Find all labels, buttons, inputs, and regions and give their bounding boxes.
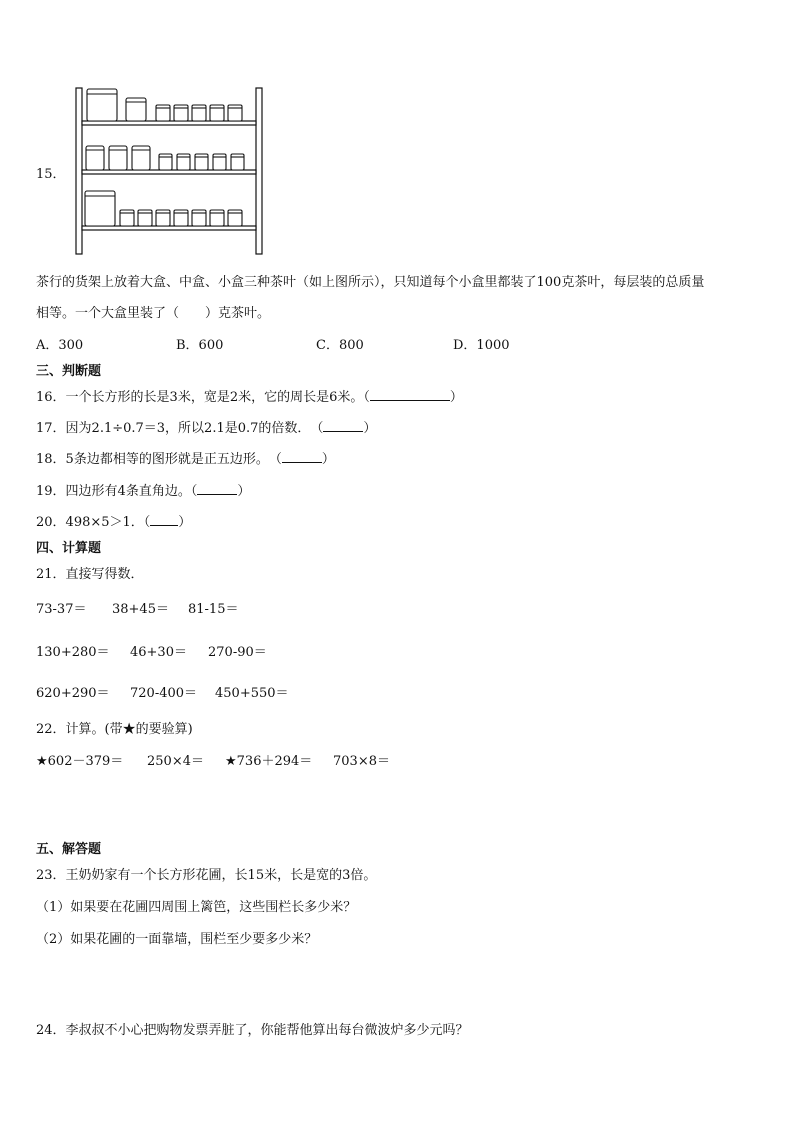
calc-item: 130+280＝ bbox=[36, 645, 110, 660]
answer-blank-20[interactable] bbox=[150, 513, 178, 526]
question-24-title: 24．李叔叔不小心把购物发票弄脏了，你能帮他算出每台微波炉多少元吗？ bbox=[36, 1023, 469, 1038]
calc-item: 720-400＝ bbox=[130, 686, 198, 701]
calc-item: 73-37＝ bbox=[36, 602, 87, 617]
question-20 bbox=[36, 511, 191, 530]
question-18 bbox=[36, 448, 335, 467]
small-box bbox=[120, 210, 134, 226]
shelf-board-3 bbox=[82, 226, 256, 230]
calc-item: 46+30＝ bbox=[130, 645, 187, 660]
small-box bbox=[228, 210, 242, 226]
calc-item: 703×8＝ bbox=[333, 754, 390, 769]
shelf-left-post bbox=[76, 88, 82, 254]
section-5-title: 五、解答题 bbox=[36, 842, 102, 857]
small-box bbox=[138, 210, 152, 226]
calc-item: 38+45＝ bbox=[112, 602, 169, 617]
small-box bbox=[156, 210, 170, 226]
calc-item: 450+550＝ bbox=[215, 686, 289, 701]
question-17-text: 17．因为2.1÷0.7＝3，所以2.1是0.7的倍数． （ bbox=[36, 421, 324, 436]
shelf-board-1 bbox=[82, 121, 256, 125]
section-3-title: 三、判断题 bbox=[36, 364, 102, 379]
row3-boxes bbox=[85, 191, 242, 226]
option-d[interactable]: D．1000 bbox=[453, 338, 510, 353]
small-box bbox=[195, 154, 208, 170]
question-21-title: 21．直接写得数． bbox=[36, 567, 144, 582]
question-19 bbox=[36, 480, 250, 499]
small-box bbox=[210, 210, 224, 226]
question-23-sub2: （2）如果花圃的一面靠墙，围栏至少要多少米？ bbox=[36, 932, 318, 947]
question-15-text-line2: 相等。一个大盒里装了（ ）克茶叶。 bbox=[36, 306, 271, 321]
small-box bbox=[192, 105, 206, 121]
small-box bbox=[192, 210, 206, 226]
question-15-number: 15． bbox=[36, 167, 66, 182]
option-a[interactable]: A．300 bbox=[36, 338, 84, 353]
tea-shelf-illustration bbox=[70, 85, 270, 260]
answer-blank-16[interactable] bbox=[370, 388, 450, 401]
question-18-close: ） bbox=[321, 452, 335, 467]
calc-item: ★602－379＝ bbox=[36, 754, 124, 769]
section-4-title: 四、计算题 bbox=[36, 541, 102, 556]
small-box bbox=[174, 105, 188, 121]
row2-boxes bbox=[86, 146, 244, 170]
calc-item: 270-90＝ bbox=[208, 645, 267, 660]
small-box bbox=[210, 105, 224, 121]
calc-item: 81-15＝ bbox=[188, 602, 239, 617]
small-box bbox=[174, 210, 188, 226]
medium-box bbox=[126, 98, 146, 121]
small-box bbox=[177, 154, 190, 170]
calc-item: ★736＋294＝ bbox=[225, 754, 313, 769]
question-15-text-line1: 茶行的货架上放着大盒、中盒、小盒三种茶叶（如上图所示），只知道每个小盒里都装了100克茶叶，每层装的总质量 bbox=[36, 275, 705, 290]
question-18-text: 18．5条边都相等的图形就是正五边形。 （ bbox=[36, 452, 282, 467]
question-23-title: 23．王奶奶家有一个长方形花圃，长15米，长是宽的3倍。 bbox=[36, 868, 377, 883]
question-20-close: ） bbox=[178, 515, 192, 530]
question-16-close: ） bbox=[449, 390, 463, 405]
question-19-text: 19．四边形有4条直角边。（ bbox=[36, 484, 198, 499]
question-20-text: 20．498×5＞1．（ bbox=[36, 515, 151, 530]
option-b[interactable]: B．600 bbox=[176, 338, 224, 353]
row1-boxes bbox=[87, 89, 242, 121]
small-box bbox=[159, 154, 172, 170]
question-19-close: ） bbox=[237, 484, 251, 499]
option-c[interactable]: C．800 bbox=[316, 338, 364, 353]
small-box bbox=[231, 154, 244, 170]
answer-blank-19[interactable] bbox=[197, 482, 237, 495]
question-22-title: 22．计算。(带★的要验算) bbox=[36, 722, 193, 737]
question-17 bbox=[36, 417, 376, 436]
small-box bbox=[228, 105, 242, 121]
small-box bbox=[213, 154, 226, 170]
shelf-right-post bbox=[256, 88, 262, 254]
small-box bbox=[156, 105, 170, 121]
answer-blank-17[interactable] bbox=[323, 419, 363, 432]
question-17-close: ） bbox=[363, 421, 377, 436]
question-23-sub1: （1）如果要在花圃四周围上篱笆，这些围栏长多少米？ bbox=[36, 900, 357, 915]
calc-item: 250×4＝ bbox=[147, 754, 204, 769]
shelf-board-2 bbox=[82, 170, 256, 174]
calc-item: 620+290＝ bbox=[36, 686, 110, 701]
question-16 bbox=[36, 386, 463, 405]
answer-blank-18[interactable] bbox=[282, 450, 322, 463]
question-16-text: 16．一个长方形的长是3米，宽是2米，它的周长是6米。（ bbox=[36, 390, 370, 405]
